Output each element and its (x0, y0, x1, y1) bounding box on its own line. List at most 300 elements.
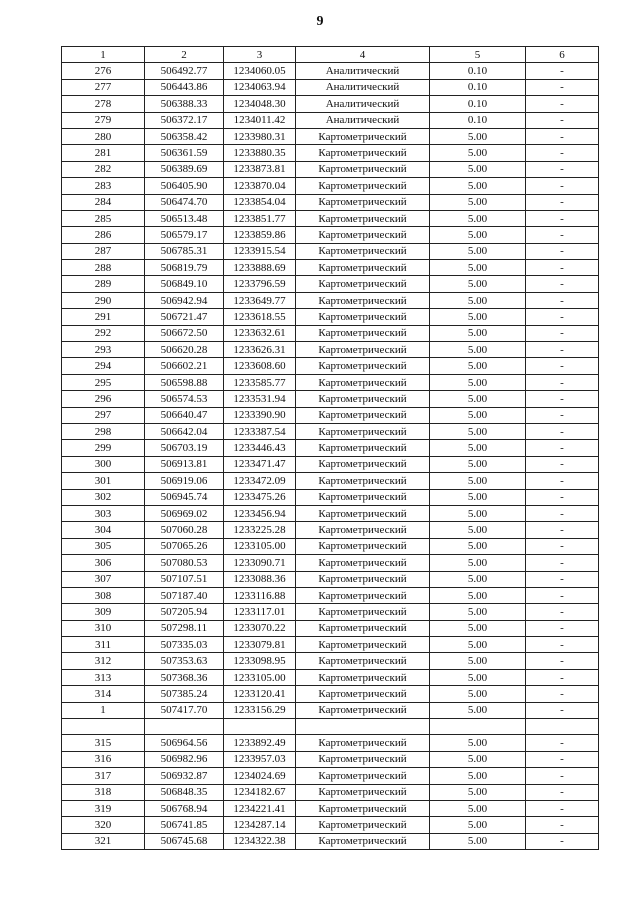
table-cell: 506768.94 (145, 800, 224, 816)
table-cell: - (526, 653, 599, 669)
table-cell: Картометрический (296, 260, 430, 276)
table-cell: Картометрический (296, 473, 430, 489)
page-number: 9 (316, 14, 324, 29)
table-cell: 307 (62, 571, 145, 587)
table-cell: 506388.33 (145, 96, 224, 112)
table-cell: - (526, 423, 599, 439)
table-cell: 284 (62, 194, 145, 210)
table-cell: 506640.47 (145, 407, 224, 423)
header-cell: 3 (224, 47, 296, 63)
table-cell: 298 (62, 423, 145, 439)
table-cell: 5.00 (430, 522, 526, 538)
table-cell: 5.00 (430, 735, 526, 751)
table-cell: 507205.94 (145, 604, 224, 620)
table-cell: 507368.36 (145, 669, 224, 685)
table-cell: Картометрический (296, 653, 430, 669)
table-cell: 1233608.60 (224, 358, 296, 374)
table-cell: Картометрический (296, 702, 430, 718)
table-row (62, 423, 599, 439)
table-cell: 306 (62, 555, 145, 571)
table-cell: 0.10 (430, 79, 526, 95)
table-cell: 309 (62, 604, 145, 620)
table-cell: 507107.51 (145, 571, 224, 587)
table-cell: 5.00 (430, 702, 526, 718)
table-cell: 506932.87 (145, 768, 224, 784)
table-cell: - (526, 800, 599, 816)
table-cell (296, 719, 430, 735)
table-cell: 5.00 (430, 555, 526, 571)
table-cell: 5.00 (430, 178, 526, 194)
table-cell: 5.00 (430, 145, 526, 161)
table-row (62, 63, 599, 79)
table-cell: 5.00 (430, 423, 526, 439)
table-cell: 1233796.59 (224, 276, 296, 292)
table-cell: 300 (62, 456, 145, 472)
table-cell: - (526, 456, 599, 472)
table-cell: 5.00 (430, 620, 526, 636)
table-row (62, 669, 599, 685)
table-row (62, 473, 599, 489)
table-cell (430, 719, 526, 735)
table-cell: Картометрический (296, 128, 430, 144)
table-cell: 5.00 (430, 784, 526, 800)
table-cell: 506361.59 (145, 145, 224, 161)
table-cell: - (526, 407, 599, 423)
table-cell: 506372.17 (145, 112, 224, 128)
table-cell: 5.00 (430, 817, 526, 833)
table-cell: 5.00 (430, 686, 526, 702)
table-cell: 1233854.04 (224, 194, 296, 210)
table-cell: - (526, 440, 599, 456)
table-cell: 506574.53 (145, 391, 224, 407)
table-cell: 1233070.22 (224, 620, 296, 636)
table-cell: - (526, 342, 599, 358)
table-cell: 506474.70 (145, 194, 224, 210)
table-cell: 1233475.26 (224, 489, 296, 505)
table-cell: 291 (62, 309, 145, 325)
table-cell: 286 (62, 227, 145, 243)
table-row (62, 407, 599, 423)
table-row (62, 260, 599, 276)
table-cell: 506620.28 (145, 342, 224, 358)
table-cell: 1233957.03 (224, 751, 296, 767)
table-cell: 5.00 (430, 276, 526, 292)
table-cell: 506358.42 (145, 128, 224, 144)
table-cell: 1234048.30 (224, 96, 296, 112)
table-cell: 1233880.35 (224, 145, 296, 161)
table-cell: 287 (62, 243, 145, 259)
table-cell: 506848.35 (145, 784, 224, 800)
table-cell: Аналитический (296, 112, 430, 128)
table-row (62, 686, 599, 702)
table-cell: 0.10 (430, 63, 526, 79)
table-cell: 1233873.81 (224, 161, 296, 177)
table-cell: Картометрический (296, 604, 430, 620)
table-cell: 507187.40 (145, 587, 224, 603)
table-cell: 506405.90 (145, 178, 224, 194)
table-cell: Картометрический (296, 768, 430, 784)
table-row (62, 637, 599, 653)
table-cell: 1234287.14 (224, 817, 296, 833)
table-cell: - (526, 555, 599, 571)
table-cell: Картометрический (296, 194, 430, 210)
table-cell: 5.00 (430, 653, 526, 669)
table-cell: 314 (62, 686, 145, 702)
table-row (62, 817, 599, 833)
table-row (62, 96, 599, 112)
table-cell: 302 (62, 489, 145, 505)
table-row (62, 522, 599, 538)
table-row (62, 456, 599, 472)
table-cell: 1233915.54 (224, 243, 296, 259)
table-cell: - (526, 505, 599, 521)
table-cell: 1233088.36 (224, 571, 296, 587)
table-row (62, 161, 599, 177)
table-row (62, 309, 599, 325)
table-cell: Картометрический (296, 407, 430, 423)
table-cell: 299 (62, 440, 145, 456)
table-row (62, 358, 599, 374)
table-cell: Картометрический (296, 292, 430, 308)
table-row (62, 620, 599, 636)
table-cell: 507353.63 (145, 653, 224, 669)
table-cell: 1233618.55 (224, 309, 296, 325)
table-cell: Картометрический (296, 309, 430, 325)
table-row (62, 342, 599, 358)
table-cell: 1234221.41 (224, 800, 296, 816)
table-cell: - (526, 243, 599, 259)
table-cell: 506598.88 (145, 374, 224, 390)
table-cell: 1234322.38 (224, 833, 296, 849)
table-row (62, 735, 599, 751)
table-cell: - (526, 571, 599, 587)
table-cell: 1233531.94 (224, 391, 296, 407)
table-cell: 1234063.94 (224, 79, 296, 95)
table-cell: 1233079.81 (224, 637, 296, 653)
table-cell: 317 (62, 768, 145, 784)
table-cell: 506919.06 (145, 473, 224, 489)
table-cell: 506964.56 (145, 735, 224, 751)
table-cell: Картометрический (296, 178, 430, 194)
table-cell: - (526, 784, 599, 800)
table-row (62, 128, 599, 144)
table-cell: 506642.04 (145, 423, 224, 439)
table-cell: 1233390.90 (224, 407, 296, 423)
table-cell: - (526, 489, 599, 505)
table-cell (526, 719, 599, 735)
table-cell: 320 (62, 817, 145, 833)
table-cell: Картометрический (296, 391, 430, 407)
table-cell: - (526, 227, 599, 243)
table-cell: 1233387.54 (224, 423, 296, 439)
table-cell: 5.00 (430, 161, 526, 177)
table-cell: Картометрический (296, 227, 430, 243)
table-cell: 318 (62, 784, 145, 800)
header-cell: 6 (526, 47, 599, 63)
table-cell: 507417.70 (145, 702, 224, 718)
table-cell: 1233471.47 (224, 456, 296, 472)
table-cell: - (526, 702, 599, 718)
table-cell: 5.00 (430, 194, 526, 210)
table-cell: 507335.03 (145, 637, 224, 653)
table-cell: - (526, 145, 599, 161)
table-cell: - (526, 178, 599, 194)
table-row (62, 833, 599, 849)
table-cell: Картометрический (296, 276, 430, 292)
table-cell: 506443.86 (145, 79, 224, 95)
table-cell: - (526, 833, 599, 849)
table-cell: 5.00 (430, 473, 526, 489)
table-cell: 280 (62, 128, 145, 144)
table-cell: - (526, 669, 599, 685)
table-cell: 279 (62, 112, 145, 128)
table-row (62, 784, 599, 800)
table-cell: 290 (62, 292, 145, 308)
table-cell: - (526, 210, 599, 226)
table-cell: 315 (62, 735, 145, 751)
table-cell: 506849.10 (145, 276, 224, 292)
table-cell: 5.00 (430, 768, 526, 784)
table-cell: 506942.94 (145, 292, 224, 308)
table-cell: - (526, 538, 599, 554)
table-cell: 5.00 (430, 374, 526, 390)
table-cell: 313 (62, 669, 145, 685)
table-cell: 1233156.29 (224, 702, 296, 718)
table-row (62, 587, 599, 603)
table-cell: 5.00 (430, 210, 526, 226)
coordinates-table (61, 46, 599, 850)
table-cell: 1233105.00 (224, 669, 296, 685)
table-cell: Картометрический (296, 587, 430, 603)
table-cell: 507060.28 (145, 522, 224, 538)
table-cell: 506492.77 (145, 63, 224, 79)
table-cell: 506672.50 (145, 325, 224, 341)
table-cell: Картометрический (296, 423, 430, 439)
table-cell: 304 (62, 522, 145, 538)
header-cell: 2 (145, 47, 224, 63)
table-cell: 5.00 (430, 227, 526, 243)
table-cell: Картометрический (296, 358, 430, 374)
table-row (62, 702, 599, 718)
table-row (62, 800, 599, 816)
table-cell: 1233225.28 (224, 522, 296, 538)
header-cell: 4 (296, 47, 430, 63)
table-cell: 507298.11 (145, 620, 224, 636)
table-cell: 0.10 (430, 112, 526, 128)
table-cell: 506579.17 (145, 227, 224, 243)
table-cell: Картометрический (296, 620, 430, 636)
table-cell: 301 (62, 473, 145, 489)
table-cell: 0.10 (430, 96, 526, 112)
table-row (62, 227, 599, 243)
table-row (62, 571, 599, 587)
table-cell: 1233888.69 (224, 260, 296, 276)
table-row (62, 325, 599, 341)
table-cell: 5.00 (430, 342, 526, 358)
table-cell: 281 (62, 145, 145, 161)
table-cell: - (526, 112, 599, 128)
table-row (62, 194, 599, 210)
table-row (62, 292, 599, 308)
table-cell: - (526, 358, 599, 374)
table-cell: 5.00 (430, 669, 526, 685)
table-cell: - (526, 637, 599, 653)
table-cell: 506513.48 (145, 210, 224, 226)
table-cell: 506982.96 (145, 751, 224, 767)
table-cell: Аналитический (296, 79, 430, 95)
table-cell: Картометрический (296, 489, 430, 505)
table-cell: 283 (62, 178, 145, 194)
table-cell: 5.00 (430, 440, 526, 456)
table-cell: Картометрический (296, 735, 430, 751)
table-cell: 5.00 (430, 637, 526, 653)
table-cell: 1233859.86 (224, 227, 296, 243)
table-cell: - (526, 276, 599, 292)
table-cell: Картометрический (296, 538, 430, 554)
table-cell: 1233098.95 (224, 653, 296, 669)
table-cell: 506703.19 (145, 440, 224, 456)
table-cell: 1234011.42 (224, 112, 296, 128)
table-cell: Картометрический (296, 505, 430, 521)
table-cell: - (526, 735, 599, 751)
table-cell: 311 (62, 637, 145, 653)
table-cell: 5.00 (430, 800, 526, 816)
table-cell: Картометрический (296, 751, 430, 767)
table-cell: 506745.68 (145, 833, 224, 849)
table-body (62, 63, 599, 850)
table-row (62, 79, 599, 95)
table-cell: 278 (62, 96, 145, 112)
table-cell: Аналитический (296, 96, 430, 112)
table-row (62, 243, 599, 259)
table-cell: 507065.26 (145, 538, 224, 554)
table-cell: 1233851.77 (224, 210, 296, 226)
table-cell: 1233120.41 (224, 686, 296, 702)
table-cell: Картометрический (296, 571, 430, 587)
table-row (62, 653, 599, 669)
table-cell: - (526, 751, 599, 767)
table-cell: 1233649.77 (224, 292, 296, 308)
table-cell: 1233446.43 (224, 440, 296, 456)
table-cell: 5.00 (430, 407, 526, 423)
table-row (62, 751, 599, 767)
table-cell: 276 (62, 63, 145, 79)
table-cell (62, 719, 145, 735)
header-cell: 5 (430, 47, 526, 63)
table-cell: 321 (62, 833, 145, 849)
table-cell: 1234024.69 (224, 768, 296, 784)
table-cell: - (526, 260, 599, 276)
table-cell: 288 (62, 260, 145, 276)
table-cell: Картометрический (296, 669, 430, 685)
table-cell: Аналитический (296, 63, 430, 79)
table-cell: Картометрический (296, 145, 430, 161)
table-row (62, 604, 599, 620)
table-cell: - (526, 817, 599, 833)
table-cell: - (526, 522, 599, 538)
table-cell: Картометрический (296, 555, 430, 571)
table-cell: 506785.31 (145, 243, 224, 259)
table-cell: 292 (62, 325, 145, 341)
table-cell: 506913.81 (145, 456, 224, 472)
table-cell: 1233456.94 (224, 505, 296, 521)
table-cell: - (526, 473, 599, 489)
table-cell: - (526, 587, 599, 603)
table-cell (224, 719, 296, 735)
table-cell: 1233632.61 (224, 325, 296, 341)
table-cell: - (526, 63, 599, 79)
table-cell: 506389.69 (145, 161, 224, 177)
table-cell: - (526, 620, 599, 636)
table-row (62, 440, 599, 456)
table-cell (145, 719, 224, 735)
table-cell: 5.00 (430, 571, 526, 587)
table-cell: 506945.74 (145, 489, 224, 505)
table-cell: - (526, 128, 599, 144)
table-cell: - (526, 309, 599, 325)
table-cell: 1233626.31 (224, 342, 296, 358)
table-cell: Картометрический (296, 833, 430, 849)
table-cell: 1 (62, 702, 145, 718)
table-cell: Картометрический (296, 522, 430, 538)
header-row (62, 47, 599, 63)
table-cell: 1233870.04 (224, 178, 296, 194)
table-row (62, 768, 599, 784)
table-row (62, 505, 599, 521)
table-cell: 285 (62, 210, 145, 226)
table-cell: 5.00 (430, 489, 526, 505)
table-cell: 506819.79 (145, 260, 224, 276)
table-cell: 5.00 (430, 128, 526, 144)
table-cell: Картометрический (296, 456, 430, 472)
table-row (62, 210, 599, 226)
table-cell: 1233090.71 (224, 555, 296, 571)
table-cell: 507080.53 (145, 555, 224, 571)
table-cell: Картометрический (296, 210, 430, 226)
table-cell: Картометрический (296, 243, 430, 259)
table-cell: 5.00 (430, 309, 526, 325)
table-cell: Картометрический (296, 784, 430, 800)
table-row (62, 391, 599, 407)
table-cell: 506602.21 (145, 358, 224, 374)
table-cell: 507385.24 (145, 686, 224, 702)
table-cell: Картометрический (296, 325, 430, 341)
table-cell: 308 (62, 587, 145, 603)
table-cell: Картометрический (296, 637, 430, 653)
table-cell: - (526, 96, 599, 112)
table-cell: Картометрический (296, 800, 430, 816)
table-cell: Картометрический (296, 686, 430, 702)
table-cell: 506721.47 (145, 309, 224, 325)
table-cell: 5.00 (430, 391, 526, 407)
table-cell: 5.00 (430, 751, 526, 767)
table-cell: 305 (62, 538, 145, 554)
table-cell: 297 (62, 407, 145, 423)
table-cell: 289 (62, 276, 145, 292)
table-cell: - (526, 391, 599, 407)
table-cell: Картометрический (296, 374, 430, 390)
table-cell: 1234182.67 (224, 784, 296, 800)
table-cell: 5.00 (430, 260, 526, 276)
table-cell: 1233117.01 (224, 604, 296, 620)
table-cell: - (526, 292, 599, 308)
table-row (62, 374, 599, 390)
table-row (62, 489, 599, 505)
table-row (62, 276, 599, 292)
table-cell: 5.00 (430, 456, 526, 472)
table-cell: 303 (62, 505, 145, 521)
table-cell: - (526, 325, 599, 341)
